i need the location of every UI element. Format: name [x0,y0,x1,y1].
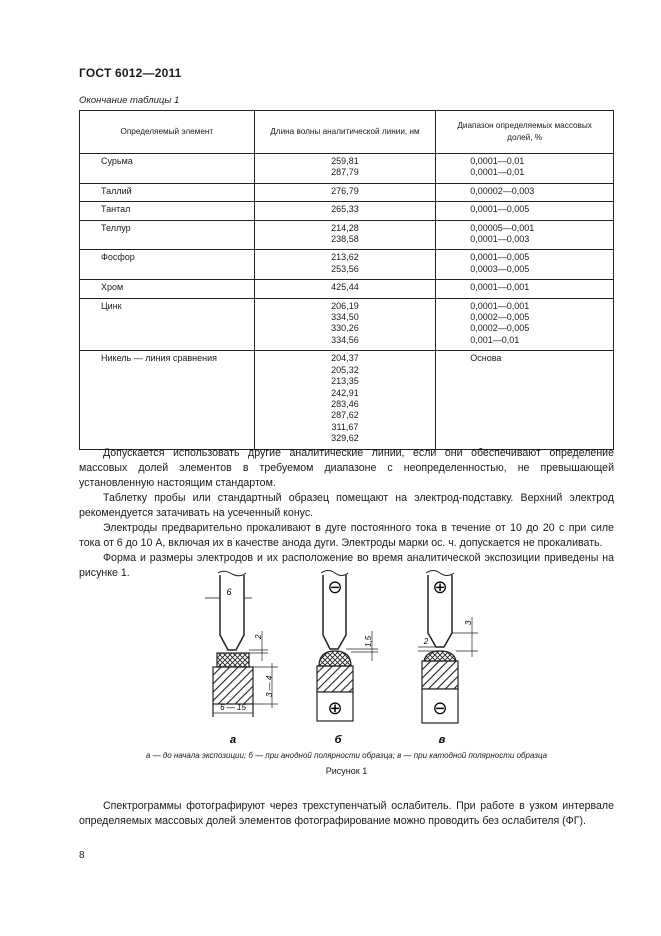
dim-a-bottom-width: 6 — 15 [220,703,246,712]
body-text [79,446,614,581]
wavelength-value: 213,35 [331,376,359,387]
label-b: б [334,734,342,746]
range-value: 0,0001—0,001 [470,282,530,293]
range-cell [436,250,614,280]
wavelength-value: 329,62 [331,433,359,444]
closing-text [79,799,614,829]
figure-caption: а — до начала экспозиции; б — при анодной полярности образца; в — при катодной полярности образца [145,751,548,760]
wavelength-cell [254,202,436,220]
wavelength-value: 425,44 [331,282,359,293]
dim-b-gap: 1,5 [364,635,373,647]
document-header: ГОСТ 6012—2011 [79,66,182,80]
range-value: 0,00005—0,001 [470,222,535,233]
table-row [80,183,614,201]
paragraph: Электроды предварительно прокаливают в дуге постоянного тока в течение от 10 до 20 с при силе тока от 6 до 10 А, включая их в качестве анода дуги. Электроды марки ос. ч. допускается не прокаливать. [79,522,614,549]
page-number: 8 [79,850,85,861]
range-value: 0,0001—0,005 [470,252,530,263]
electrode-c [418,571,478,747]
wavelength-value: 334,56 [331,334,359,345]
element-cell: Фосфор [80,250,255,280]
wavelength-value: 213,62 [331,252,359,263]
wavelength-value: 334,50 [331,312,359,323]
range-value: 0,0002—0,005 [470,312,530,323]
label-c: в [438,734,446,746]
dim-a-top-width: 6 [226,587,232,597]
wavelength-cell [254,280,436,298]
element-cell: Никель — линия сравнения [80,351,255,449]
table-row [80,280,614,298]
table-caption: Окончание таблицы 1 [79,95,180,106]
column-header-element: Определяемый элемент [80,111,255,154]
plus-icon: ⊕ [327,698,343,718]
minus-icon: ⊖ [432,698,448,718]
paragraph: Таблетку пробы или стандартный образец помещают на электрод-подставку. Верхний электрод рекомендуется затачивать на усеченный конус. [79,492,614,519]
data-table [79,110,614,450]
table-row [80,220,614,250]
range-value: 0,0001—0,003 [470,234,530,245]
wavelength-value: 311,67 [331,421,359,432]
wavelength-cell [254,183,436,201]
label-a: а [229,734,237,746]
wavelength-value: 214,28 [331,222,359,233]
minus-icon: ⊖ [327,577,343,597]
wavelength-cell [254,351,436,449]
wavelength-value: 283,46 [331,398,359,409]
wavelength-value: 276,79 [331,185,359,196]
element-cell: Цинк [80,298,255,351]
dim-c-gap: 2 [423,637,429,646]
range-value: 0,0001—0,005 [470,204,530,215]
electrode-figure [0,565,661,750]
wavelength-value: 238,58 [331,234,359,245]
range-value: 0,00002—0,003 [470,185,535,196]
range-value: 0,0001—0,001 [470,300,530,311]
paragraph: Допускается использовать другие аналитические линии, если они обеспечивают определение массовых долей элементов в требуемом диапазоне с неопределенностью, не превышающей установленную настоящим стандартом. [79,447,614,489]
wavelength-value: 205,32 [331,364,359,375]
table-row [80,154,614,184]
range-value: 0,0001—0,01 [470,156,525,166]
element-cell: Хром [80,280,255,298]
table-row [80,351,614,449]
range-cell [436,154,614,184]
element-cell: Сурьма [80,154,255,184]
range-cell [436,280,614,298]
wavelength-value: 242,91 [331,387,359,398]
paragraph: Спектрограммы фотографируют через трехступенчатый ослабитель. При работе в узком интервале определяемых массовых долей элементов фотографирование можно проводить без ослабителя (ФГ). [79,800,614,827]
column-header-range: Диапазон определяемых массовых долей, % [436,111,614,154]
wavelength-cell [254,298,436,351]
range-cell [436,351,614,449]
wavelength-cell [254,250,436,280]
wavelength-cell [254,220,436,250]
range-value: 0,0003—0,005 [470,263,530,274]
wavelength-cell [254,154,436,184]
range-value: 0,0002—0,005 [470,323,530,334]
electrode-b [317,571,378,747]
range-value: 0,001—0,01 [470,334,520,345]
range-value: 0,0001—0,01 [470,167,525,178]
range-cell [436,220,614,250]
wavelength-value: 206,19 [331,300,359,311]
dim-c-gap2: 3 [464,620,473,625]
element-cell: Тантал [80,202,255,220]
dim-a-gap: 2 [254,634,263,639]
figure-title: Рисунок 1 [325,766,368,776]
range-value: Основа [470,353,502,364]
paragraph: Форма и размеры электродов и их расположение во время аналитической экспозиции приведены на рисунке 1. [79,552,614,579]
table-row [80,298,614,351]
column-header-wavelength: Длина волны аналитической линии, нм [254,111,436,154]
table-row [80,202,614,220]
range-cell [436,202,614,220]
element-cell: Таллий [80,183,255,201]
electrode-a [205,571,278,746]
wavelength-value: 330,26 [331,323,359,334]
wavelength-value: 265,33 [331,204,359,215]
wavelength-value: 259,81 [331,156,359,166]
plus-icon: ⊕ [432,577,448,597]
table-row [80,250,614,280]
wavelength-value: 287,62 [331,410,359,421]
element-cell: Теллур [80,220,255,250]
wavelength-value: 287,79 [331,167,359,178]
range-cell [436,298,614,351]
wavelength-value: 253,56 [331,263,359,274]
wavelength-value: 204,37 [331,353,359,364]
dim-a-height: 3 — 4 [265,675,274,697]
range-cell [436,183,614,201]
